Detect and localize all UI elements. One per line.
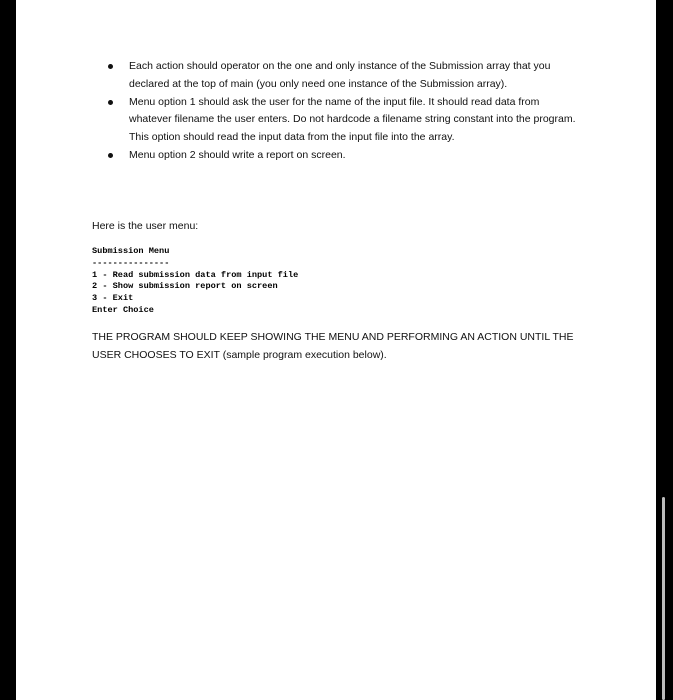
menu-rule: --------------- (92, 257, 170, 268)
menu-intro-text: Here is the user menu: (92, 220, 199, 232)
menu-option: 2 - Show submission report on screen (92, 281, 278, 292)
menu-title: Submission Menu (92, 246, 170, 256)
list-item (108, 94, 578, 147)
list-item (108, 58, 578, 94)
document-page (16, 0, 656, 700)
list-item-text: Menu option 2 should write a report on screen. (129, 148, 346, 161)
menu-option: 1 - Read submission data from input file (92, 269, 299, 280)
bullet-icon (108, 100, 113, 105)
menu-code-block (92, 246, 298, 317)
list-item (108, 147, 578, 165)
list-item-text: Menu option 1 should ask the user for the name of the input file. It should read data from whatever filename the user enters. Do not hardcode a filename string constant into the program. This option should read the input data from the input file into the array. (129, 95, 576, 144)
requirements-list (108, 58, 578, 165)
closing-paragraph: THE PROGRAM SHOULD KEEP SHOWING THE MENU AND PERFORMING AN ACTION UNTIL THE USER CHOOSES TO EXIT (sample program execution below). (92, 331, 574, 361)
vertical-scrollbar[interactable] (662, 497, 665, 700)
list-item-text: Each action should operator on the one and only instance of the Submission array that you declared at the top of main (you only need one instance of the Submission array). (129, 60, 551, 90)
menu-option: 3 - Exit (92, 293, 134, 304)
menu-prompt: Enter Choice (92, 304, 154, 315)
bullet-icon (108, 64, 113, 69)
bullet-icon (108, 153, 113, 158)
